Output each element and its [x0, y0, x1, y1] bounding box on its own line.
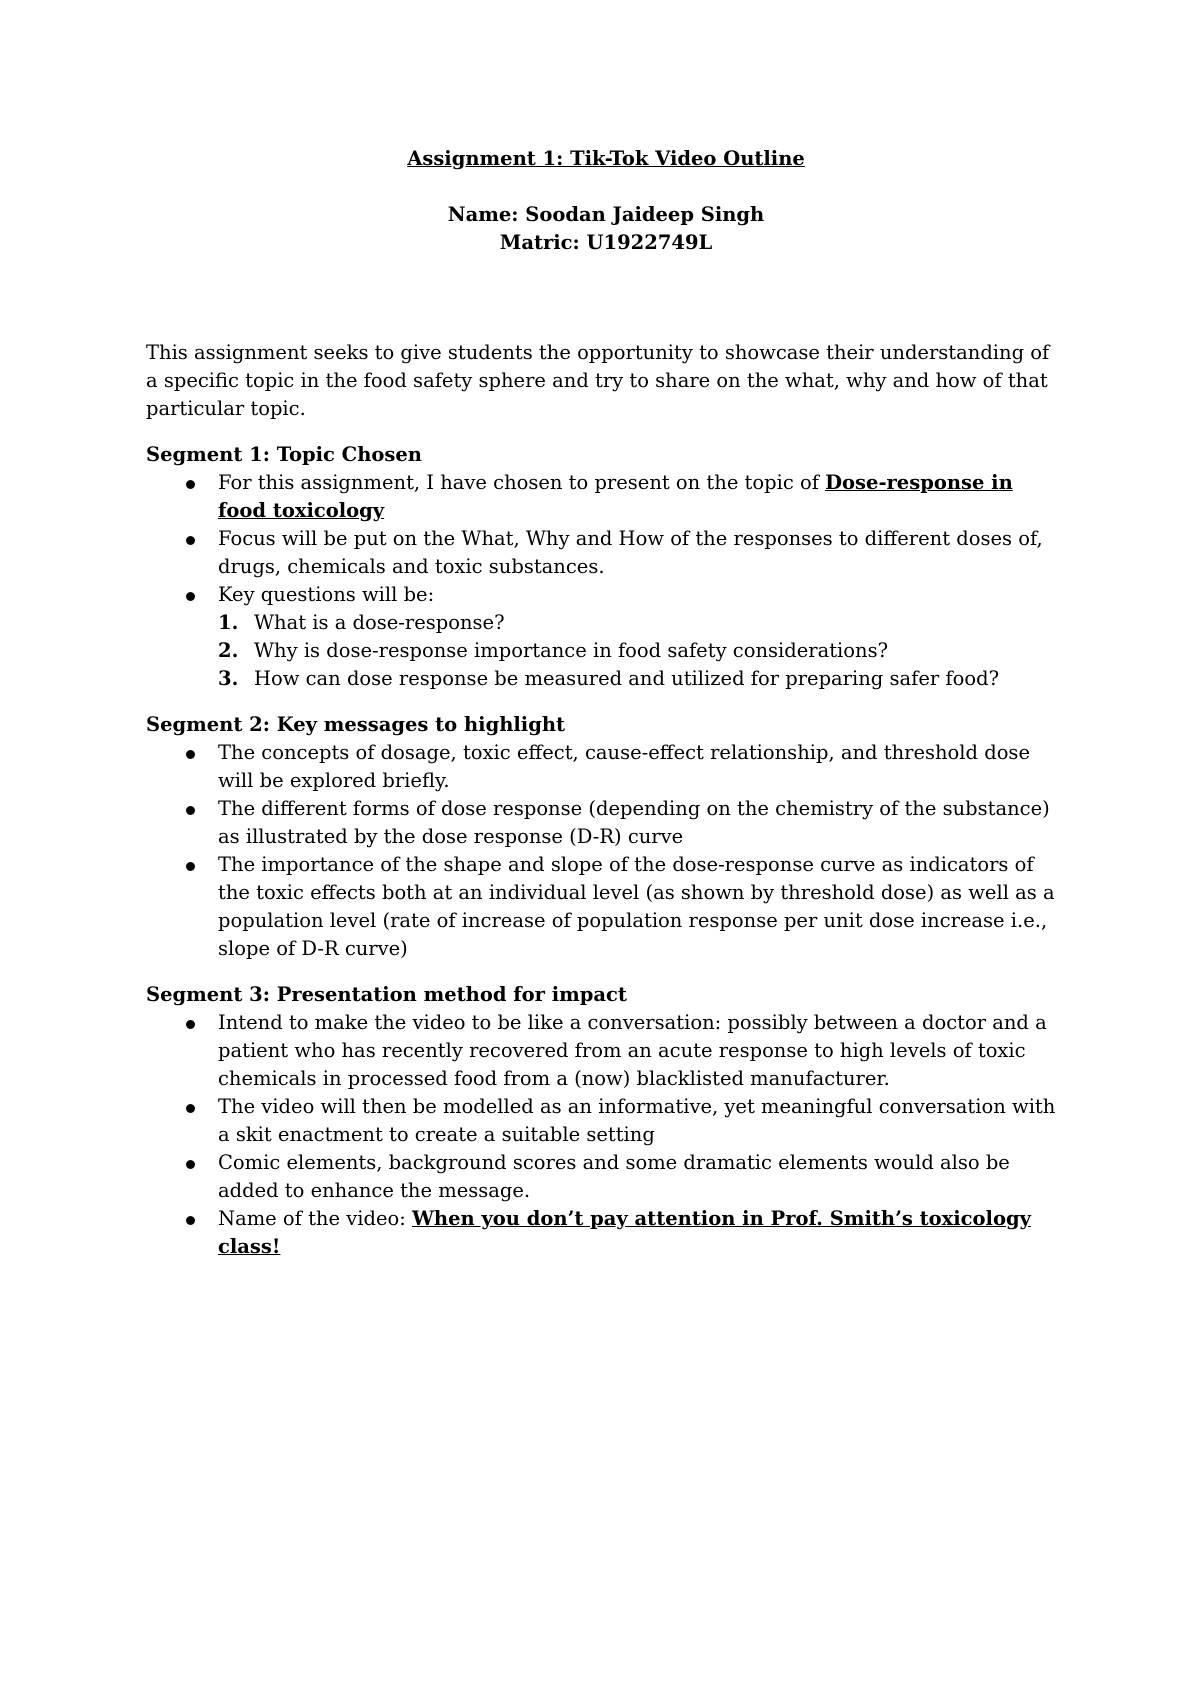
document-content	[146, 145, 1066, 1279]
segment-1	[146, 441, 1066, 693]
bullet-text: For this assignment, I have chosen to present on the topic of	[218, 471, 826, 494]
bullet-icon	[186, 592, 195, 601]
segment-3	[146, 981, 1066, 1261]
segment-1-list	[146, 469, 1066, 693]
bullet-text: The video will then be modelled as an informative, yet meaningful conversation with a skit enactment to create a suitable setting	[218, 1095, 1056, 1146]
bullet-text: Name of the video:	[218, 1207, 412, 1230]
bullet-icon	[186, 480, 195, 489]
list-item	[146, 851, 1066, 963]
bullet-icon	[186, 1216, 195, 1225]
list-item	[146, 1093, 1066, 1149]
question-number: 3.	[218, 667, 239, 690]
list-item	[146, 469, 1066, 525]
bullet-text: The importance of the shape and slope of the dose-response curve as indicators of the toxic effects both at an individual level (as shown by threshold dose) as well as a population level (rate of increase of population response per unit dose increase i.e., slope of D-R curve)	[218, 853, 1055, 960]
topic-highlight: Dose-response in food toxicology	[218, 471, 1013, 522]
segment-1-heading: Segment 1: Topic Chosen	[146, 443, 422, 466]
question-text: What is a dose-response?	[254, 611, 505, 634]
list-item	[146, 739, 1066, 795]
question-number: 1.	[218, 611, 239, 634]
list-item	[146, 1009, 1066, 1093]
question-text: Why is dose-response importance in food safety considerations?	[254, 639, 889, 662]
bullet-text: Comic elements, background scores and some dramatic elements would also be added to enhance the message.	[218, 1151, 1010, 1202]
bullet-text: The concepts of dosage, toxic effect, cause-effect relationship, and threshold dose will be explored briefly.	[218, 741, 1030, 792]
student-name: Name: Soodan Jaideep Singh	[447, 203, 765, 226]
bullet-icon	[186, 536, 195, 545]
segment-2-list	[146, 739, 1066, 963]
list-item	[146, 581, 1066, 693]
bullet-icon	[186, 1020, 195, 1029]
bullet-icon	[186, 862, 195, 871]
segment-3-list	[146, 1009, 1066, 1261]
bullet-icon	[186, 1104, 195, 1113]
list-item	[146, 525, 1066, 581]
bullet-text: Key questions will be:	[218, 583, 435, 606]
question-number: 2.	[218, 639, 239, 662]
bullet-icon	[186, 750, 195, 759]
segment-2	[146, 711, 1066, 963]
question-item	[218, 665, 1066, 693]
student-matric: Matric: U1922749L	[499, 231, 713, 254]
list-item	[146, 1149, 1066, 1205]
question-item	[218, 637, 1066, 665]
video-name-highlight: When you don’t pay attention in Prof. Smith’s toxicology class!	[218, 1207, 1031, 1258]
bullet-text: Intend to make the video to be like a conversation: possibly between a doctor and a patient who has recently recovered from an acute response to high levels of toxic chemicals in processed food from a (now) blacklisted manufacturer.	[218, 1011, 1047, 1090]
bullet-icon	[186, 1160, 195, 1169]
document-title: Assignment 1: Tik-Tok Video Outline	[407, 147, 805, 170]
segment-2-heading: Segment 2: Key messages to highlight	[146, 713, 566, 736]
key-questions-list	[218, 609, 1066, 693]
bullet-text: The different forms of dose response (depending on the chemistry of the substance) as illustrated by the dose response (D-R) curve	[218, 797, 1050, 848]
segment-3-heading: Segment 3: Presentation method for impact	[146, 983, 627, 1006]
bullet-icon	[186, 806, 195, 815]
question-item	[218, 609, 1066, 637]
intro-paragraph: This assignment seeks to give students the opportunity to showcase their understanding of a specific topic in the food safety sphere and try to share on the what, why and how of that particular topic.	[146, 341, 1050, 420]
list-item	[146, 1205, 1066, 1261]
question-text: How can dose response be measured and utilized for preparing safer food?	[254, 667, 1000, 690]
bullet-text: Focus will be put on the What, Why and How of the responses to different doses of, drugs, chemicals and toxic substances.	[218, 527, 1043, 578]
list-item	[146, 795, 1066, 851]
